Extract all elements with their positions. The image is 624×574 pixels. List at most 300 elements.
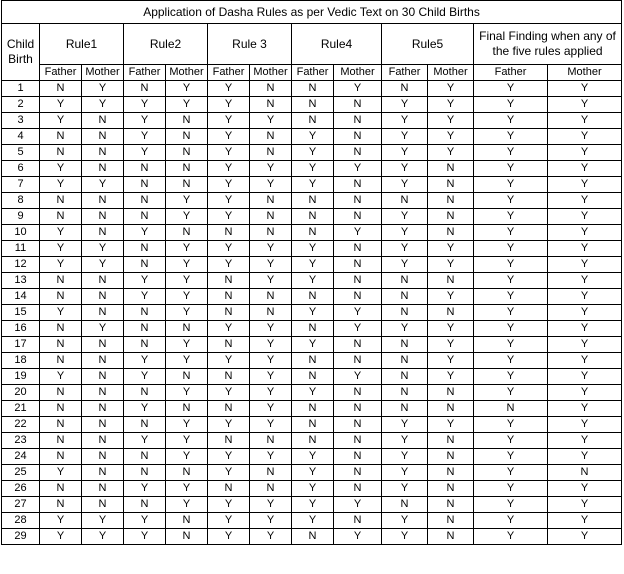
rule3-father-cell: N: [208, 273, 250, 289]
rule4-header: Rule4: [292, 24, 382, 65]
rule2-father-cell: N: [124, 321, 166, 337]
table-row: [2, 305, 622, 321]
final-finding-header-line2: the five rules applied: [492, 44, 603, 58]
final-mother-cell: Y: [548, 497, 622, 513]
final-mother-cell: Y: [548, 97, 622, 113]
final-mother-cell: Y: [548, 353, 622, 369]
final-mother-cell: Y: [548, 129, 622, 145]
rule4-father-cell: N: [292, 401, 334, 417]
table-row: [2, 289, 622, 305]
table-row: [2, 529, 622, 545]
rule1-father-cell: N: [40, 209, 82, 225]
rule4-father-cell: Y: [292, 305, 334, 321]
final-father-cell: Y: [474, 209, 548, 225]
rule4-mother-cell: Y: [334, 225, 382, 241]
rule2-mother-cell: N: [166, 145, 208, 161]
final-father-cell: Y: [474, 241, 548, 257]
rule5-mother-cell: Y: [428, 289, 474, 305]
final-mother-cell: Y: [548, 225, 622, 241]
final-father-cell: Y: [474, 497, 548, 513]
rule2-father-cell: Y: [124, 97, 166, 113]
rule3-father-cell: N: [208, 481, 250, 497]
rule4-father-cell: N: [292, 433, 334, 449]
rule3-mother-cell: N: [250, 193, 292, 209]
rule1-father-cell: N: [40, 385, 82, 401]
rule1-father-cell: N: [40, 497, 82, 513]
final-father-cell: Y: [474, 113, 548, 129]
rule2-mother-cell: Y: [166, 209, 208, 225]
rule5-father-header: Father: [382, 65, 428, 81]
rule1-mother-cell: N: [82, 145, 124, 161]
rule5-mother-cell: N: [428, 209, 474, 225]
rule3-father-cell: Y: [208, 385, 250, 401]
birth-number-cell: 14: [2, 289, 40, 305]
rule4-mother-cell: N: [334, 193, 382, 209]
final-father-cell: Y: [474, 145, 548, 161]
rule4-mother-cell: Y: [334, 321, 382, 337]
rule4-mother-cell: Y: [334, 369, 382, 385]
rule5-father-cell: Y: [382, 449, 428, 465]
table-row: [2, 161, 622, 177]
rule3-mother-cell: N: [250, 465, 292, 481]
rule2-father-cell: N: [124, 209, 166, 225]
rule3-mother-cell: Y: [250, 273, 292, 289]
final-father-cell: Y: [474, 353, 548, 369]
birth-number-cell: 7: [2, 177, 40, 193]
final-father-cell: Y: [474, 97, 548, 113]
rule5-mother-cell: Y: [428, 369, 474, 385]
rule5-father-cell: Y: [382, 209, 428, 225]
rule2-father-cell: Y: [124, 353, 166, 369]
rule2-father-cell: Y: [124, 113, 166, 129]
final-father-cell: Y: [474, 417, 548, 433]
rule4-father-cell: N: [292, 81, 334, 97]
rule3-header: Rule 3: [208, 24, 292, 65]
rule5-father-cell: Y: [382, 481, 428, 497]
rule4-mother-cell: N: [334, 481, 382, 497]
rule2-mother-cell: Y: [166, 385, 208, 401]
rule4-mother-header: Mother: [334, 65, 382, 81]
rule3-father-cell: Y: [208, 353, 250, 369]
birth-number-cell: 6: [2, 161, 40, 177]
table-title: Application of Dasha Rules as per Vedic Text on 30 Child Births: [2, 1, 622, 24]
birth-number-cell: 22: [2, 417, 40, 433]
rule3-mother-cell: Y: [250, 513, 292, 529]
final-mother-cell: Y: [548, 417, 622, 433]
rule4-father-cell: Y: [292, 465, 334, 481]
birth-number-cell: 18: [2, 353, 40, 369]
rule1-mother-cell: Y: [82, 177, 124, 193]
rule1-father-cell: Y: [40, 113, 82, 129]
rule4-father-cell: Y: [292, 161, 334, 177]
rule1-father-cell: Y: [40, 529, 82, 545]
rule3-father-cell: N: [208, 305, 250, 321]
birth-number-cell: 3: [2, 113, 40, 129]
birth-number-cell: 15: [2, 305, 40, 321]
rule3-father-cell: Y: [208, 97, 250, 113]
rule5-mother-cell: Y: [428, 337, 474, 353]
rule1-mother-cell: Y: [82, 529, 124, 545]
rule1-mother-cell: Y: [82, 257, 124, 273]
final-father-cell: Y: [474, 273, 548, 289]
rule1-mother-cell: Y: [82, 321, 124, 337]
final-mother-cell: Y: [548, 321, 622, 337]
final-father-cell: Y: [474, 289, 548, 305]
rule2-father-cell: N: [124, 385, 166, 401]
rule2-father-cell: Y: [124, 433, 166, 449]
rule1-mother-cell: N: [82, 481, 124, 497]
rule5-father-cell: Y: [382, 513, 428, 529]
rule2-mother-cell: Y: [166, 481, 208, 497]
rule4-mother-cell: N: [334, 513, 382, 529]
rule2-mother-cell: Y: [166, 449, 208, 465]
rule2-mother-cell: N: [166, 129, 208, 145]
rule2-mother-cell: Y: [166, 433, 208, 449]
rule3-mother-cell: N: [250, 145, 292, 161]
rule4-father-cell: Y: [292, 385, 334, 401]
rule2-mother-cell: N: [166, 161, 208, 177]
table-row: [2, 433, 622, 449]
rule3-father-cell: Y: [208, 449, 250, 465]
rule4-father-cell: N: [292, 353, 334, 369]
rule5-father-cell: Y: [382, 129, 428, 145]
final-father-cell: Y: [474, 225, 548, 241]
rule3-mother-cell: Y: [250, 417, 292, 433]
final-mother-cell: Y: [548, 433, 622, 449]
final-mother-cell: Y: [548, 289, 622, 305]
rule1-father-cell: N: [40, 449, 82, 465]
rule4-mother-cell: N: [334, 97, 382, 113]
rule2-father-cell: N: [124, 337, 166, 353]
rule5-father-cell: Y: [382, 241, 428, 257]
rule2-mother-cell: N: [166, 177, 208, 193]
rule5-mother-cell: Y: [428, 129, 474, 145]
birth-number-cell: 12: [2, 257, 40, 273]
rule5-father-cell: N: [382, 305, 428, 321]
final-father-cell: Y: [474, 433, 548, 449]
rule3-father-cell: Y: [208, 145, 250, 161]
rule5-mother-cell: N: [428, 481, 474, 497]
birth-number-cell: 10: [2, 225, 40, 241]
rule2-father-cell: Y: [124, 225, 166, 241]
birth-number-cell: 8: [2, 193, 40, 209]
birth-number-cell: 13: [2, 273, 40, 289]
final-father-cell: Y: [474, 81, 548, 97]
final-father-cell: Y: [474, 481, 548, 497]
rule3-mother-cell: N: [250, 481, 292, 497]
rule3-father-cell: N: [208, 289, 250, 305]
birth-number-cell: 9: [2, 209, 40, 225]
child-birth-header-line1: Child: [6, 37, 35, 51]
rule1-father-header: Father: [40, 65, 82, 81]
child-birth-header: [2, 24, 40, 81]
rule4-mother-cell: N: [334, 385, 382, 401]
table-row: [2, 97, 622, 113]
rule3-mother-cell: Y: [250, 401, 292, 417]
birth-number-cell: 27: [2, 497, 40, 513]
table-row: [2, 145, 622, 161]
rule2-mother-cell: N: [166, 465, 208, 481]
rule1-father-cell: N: [40, 321, 82, 337]
rule5-mother-cell: N: [428, 529, 474, 545]
table-row: [2, 417, 622, 433]
rule3-father-cell: Y: [208, 129, 250, 145]
rule3-mother-cell: Y: [250, 257, 292, 273]
rule1-father-cell: Y: [40, 369, 82, 385]
rule3-father-cell: Y: [208, 81, 250, 97]
table-row: [2, 113, 622, 129]
final-father-cell: Y: [474, 321, 548, 337]
rule3-father-cell: Y: [208, 321, 250, 337]
rule5-father-cell: N: [382, 497, 428, 513]
rule1-father-cell: N: [40, 289, 82, 305]
final-mother-cell: Y: [548, 513, 622, 529]
final-father-cell: Y: [474, 177, 548, 193]
table-row: [2, 465, 622, 481]
rule2-mother-header: Mother: [166, 65, 208, 81]
rule3-mother-header: Mother: [250, 65, 292, 81]
rule5-mother-cell: Y: [428, 145, 474, 161]
rule3-mother-cell: N: [250, 81, 292, 97]
table-row: [2, 321, 622, 337]
rule3-father-cell: N: [208, 369, 250, 385]
rule5-father-cell: N: [382, 401, 428, 417]
rule5-father-cell: Y: [382, 225, 428, 241]
rule3-father-cell: Y: [208, 241, 250, 257]
birth-number-cell: 11: [2, 241, 40, 257]
birth-number-cell: 16: [2, 321, 40, 337]
rule3-father-cell: Y: [208, 113, 250, 129]
rule3-mother-cell: Y: [250, 353, 292, 369]
final-mother-cell: Y: [548, 145, 622, 161]
rule2-mother-cell: Y: [166, 193, 208, 209]
rule5-father-cell: Y: [382, 465, 428, 481]
rule5-mother-cell: N: [428, 401, 474, 417]
final-mother-cell: Y: [548, 257, 622, 273]
rule5-mother-cell: N: [428, 465, 474, 481]
rule5-mother-cell: N: [428, 161, 474, 177]
rule3-father-header: Father: [208, 65, 250, 81]
rule2-mother-cell: Y: [166, 305, 208, 321]
rule3-mother-cell: N: [250, 209, 292, 225]
rule4-mother-cell: N: [334, 401, 382, 417]
rule1-mother-cell: N: [82, 497, 124, 513]
rule5-mother-cell: Y: [428, 257, 474, 273]
final-mother-cell: N: [548, 465, 622, 481]
child-birth-header-line2: Birth: [8, 52, 33, 66]
table-row: [2, 353, 622, 369]
rule5-mother-cell: N: [428, 177, 474, 193]
rule4-father-cell: Y: [292, 257, 334, 273]
final-finding-header: [474, 24, 622, 65]
rule2-father-cell: Y: [124, 401, 166, 417]
rule4-father-cell: Y: [292, 337, 334, 353]
rule2-father-cell: Y: [124, 289, 166, 305]
final-mother-cell: Y: [548, 401, 622, 417]
rule4-father-header: Father: [292, 65, 334, 81]
final-father-cell: Y: [474, 337, 548, 353]
rule2-father-cell: N: [124, 465, 166, 481]
birth-number-cell: 20: [2, 385, 40, 401]
rule4-father-cell: Y: [292, 273, 334, 289]
rule1-mother-cell: N: [82, 225, 124, 241]
rule1-father-cell: Y: [40, 161, 82, 177]
rule4-father-cell: N: [292, 529, 334, 545]
rule4-mother-cell: N: [334, 433, 382, 449]
rule4-mother-cell: N: [334, 241, 382, 257]
rule5-mother-cell: Y: [428, 241, 474, 257]
final-mother-cell: Y: [548, 481, 622, 497]
rule2-father-cell: N: [124, 417, 166, 433]
rule4-father-cell: N: [292, 193, 334, 209]
rule4-mother-cell: Y: [334, 529, 382, 545]
birth-number-cell: 21: [2, 401, 40, 417]
rule2-father-cell: Y: [124, 369, 166, 385]
rule3-mother-cell: N: [250, 305, 292, 321]
rule1-mother-header: Mother: [82, 65, 124, 81]
rule5-father-cell: N: [382, 337, 428, 353]
rule1-header: Rule1: [40, 24, 124, 65]
rule2-mother-cell: N: [166, 113, 208, 129]
birth-number-cell: 5: [2, 145, 40, 161]
final-mother-header: Mother: [548, 65, 622, 81]
final-finding-header-line1: Final Finding when any of: [479, 29, 616, 43]
rule2-father-cell: N: [124, 177, 166, 193]
table-row: [2, 241, 622, 257]
rule5-father-cell: Y: [382, 97, 428, 113]
rule1-mother-cell: N: [82, 353, 124, 369]
rule2-father-cell: Y: [124, 145, 166, 161]
final-mother-cell: Y: [548, 449, 622, 465]
rule5-father-cell: Y: [382, 177, 428, 193]
rule3-father-cell: Y: [208, 209, 250, 225]
table-row: [2, 193, 622, 209]
table-row: [2, 401, 622, 417]
rule4-mother-cell: N: [334, 129, 382, 145]
rule2-mother-cell: N: [166, 369, 208, 385]
table-row: [2, 449, 622, 465]
final-mother-cell: Y: [548, 529, 622, 545]
rule4-father-cell: N: [292, 369, 334, 385]
rule1-father-cell: Y: [40, 225, 82, 241]
rule4-mother-cell: N: [334, 449, 382, 465]
rule4-mother-cell: N: [334, 417, 382, 433]
rule2-father-cell: N: [124, 257, 166, 273]
rule3-father-cell: Y: [208, 161, 250, 177]
final-father-cell: N: [474, 401, 548, 417]
rule1-father-cell: N: [40, 273, 82, 289]
rule3-mother-cell: N: [250, 289, 292, 305]
table-row: [2, 497, 622, 513]
rule2-father-cell: Y: [124, 273, 166, 289]
final-mother-cell: Y: [548, 177, 622, 193]
rule5-mother-cell: N: [428, 497, 474, 513]
rule2-father-cell: Y: [124, 513, 166, 529]
rule4-father-cell: N: [292, 225, 334, 241]
rule5-father-cell: N: [382, 369, 428, 385]
table-row: [2, 129, 622, 145]
rule1-father-cell: Y: [40, 513, 82, 529]
rule3-father-cell: Y: [208, 497, 250, 513]
final-father-cell: Y: [474, 385, 548, 401]
birth-number-cell: 26: [2, 481, 40, 497]
rule5-father-cell: N: [382, 273, 428, 289]
table-row: [2, 385, 622, 401]
birth-number-cell: 17: [2, 337, 40, 353]
rule2-father-cell: N: [124, 193, 166, 209]
rule3-father-cell: N: [208, 337, 250, 353]
rule5-father-cell: Y: [382, 145, 428, 161]
table-row: [2, 481, 622, 497]
rule1-mother-cell: N: [82, 113, 124, 129]
rule4-father-cell: N: [292, 97, 334, 113]
rule4-mother-cell: N: [334, 257, 382, 273]
rule1-mother-cell: N: [82, 401, 124, 417]
rule4-father-cell: Y: [292, 129, 334, 145]
final-father-cell: Y: [474, 257, 548, 273]
rule3-father-cell: Y: [208, 257, 250, 273]
rule4-mother-cell: N: [334, 113, 382, 129]
final-mother-cell: Y: [548, 273, 622, 289]
birth-number-cell: 24: [2, 449, 40, 465]
rule4-mother-cell: N: [334, 337, 382, 353]
rule1-father-cell: Y: [40, 177, 82, 193]
table-row: [2, 513, 622, 529]
rule2-mother-cell: Y: [166, 273, 208, 289]
rule2-father-cell: N: [124, 305, 166, 321]
rule3-mother-cell: Y: [250, 449, 292, 465]
rule5-father-cell: Y: [382, 417, 428, 433]
rule2-father-cell: N: [124, 161, 166, 177]
rule5-father-cell: Y: [382, 257, 428, 273]
final-mother-cell: Y: [548, 385, 622, 401]
rule1-mother-cell: N: [82, 289, 124, 305]
rule2-father-cell: Y: [124, 529, 166, 545]
rule5-mother-cell: N: [428, 513, 474, 529]
rule5-father-cell: N: [382, 385, 428, 401]
table-row: [2, 177, 622, 193]
rule5-father-cell: Y: [382, 161, 428, 177]
final-mother-cell: Y: [548, 113, 622, 129]
rule4-mother-cell: N: [334, 273, 382, 289]
rule3-mother-cell: Y: [250, 161, 292, 177]
rule3-father-cell: N: [208, 433, 250, 449]
rule3-mother-cell: Y: [250, 529, 292, 545]
rule3-mother-cell: Y: [250, 113, 292, 129]
rule2-mother-cell: Y: [166, 289, 208, 305]
rule2-father-cell: Y: [124, 129, 166, 145]
rule3-mother-cell: N: [250, 97, 292, 113]
rule1-mother-cell: Y: [82, 513, 124, 529]
rule1-father-cell: Y: [40, 257, 82, 273]
rule5-mother-cell: Y: [428, 113, 474, 129]
rule3-mother-cell: N: [250, 433, 292, 449]
birth-number-cell: 28: [2, 513, 40, 529]
rule4-mother-cell: N: [334, 353, 382, 369]
rule1-father-cell: Y: [40, 97, 82, 113]
rule3-mother-cell: Y: [250, 321, 292, 337]
final-father-header: Father: [474, 65, 548, 81]
rule5-father-cell: N: [382, 289, 428, 305]
rule3-mother-cell: N: [250, 129, 292, 145]
rule5-mother-cell: N: [428, 449, 474, 465]
rule1-father-cell: N: [40, 193, 82, 209]
rule3-mother-cell: Y: [250, 337, 292, 353]
rule1-father-cell: N: [40, 81, 82, 97]
rule5-father-cell: Y: [382, 321, 428, 337]
rule2-mother-cell: Y: [166, 497, 208, 513]
rule1-mother-cell: N: [82, 161, 124, 177]
